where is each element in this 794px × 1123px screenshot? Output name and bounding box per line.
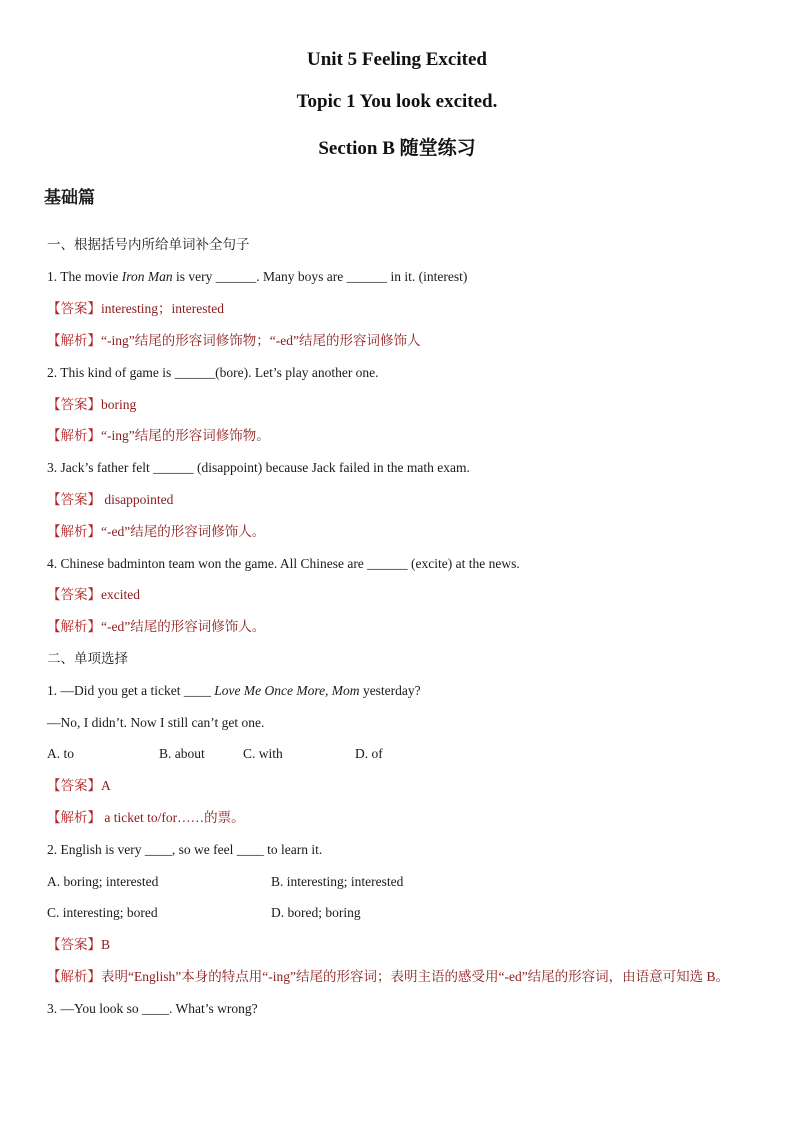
movie-title: Love Me Once More, Mom	[214, 683, 360, 698]
option-b: B. about	[159, 746, 205, 761]
part2-q1-reply: —No, I didn’t. Now I still can’t get one.	[47, 715, 265, 730]
part2-q2-analysis	[47, 968, 729, 986]
answer-tag: 【答案】	[47, 397, 101, 412]
part1-q2-answer	[47, 396, 136, 414]
option-a: A. to	[47, 746, 74, 761]
option-d: D. bored; boring	[271, 905, 361, 920]
part2-heading: 二、单项选择	[47, 651, 128, 666]
q1-post: yesterday?	[359, 683, 421, 698]
option-c: C. interesting; bored	[47, 905, 158, 920]
option-b: B. interesting; interested	[271, 874, 404, 889]
part1-q1-question	[47, 268, 467, 286]
answer-text: A	[101, 778, 111, 793]
q1-post: is very ______. Many boys are ______ in it. (interest)	[172, 269, 468, 284]
section-title: Section B 随堂练习	[318, 138, 476, 159]
part2-q1-answer	[47, 777, 111, 795]
part2-q3-question: 3. —You look so ____. What’s wrong?	[47, 1001, 258, 1016]
part1-q1-answer	[47, 300, 224, 318]
analysis-text: “-ing”结尾的形容词修饰物。	[101, 428, 270, 443]
analysis-text: a ticket to/for……的票。	[101, 810, 245, 825]
answer-tag: 【答案】	[47, 587, 101, 602]
option-d: D. of	[355, 746, 383, 761]
part1-q1-analysis	[47, 332, 420, 350]
part1-q3-answer	[47, 491, 173, 509]
analysis-tag: 【解析】	[47, 619, 101, 634]
q1-pre: 1. The movie	[47, 269, 122, 284]
part1-q3-question: 3. Jack’s father felt ______ (disappoint) because Jack failed in the math exam.	[47, 460, 470, 475]
part1-q2-analysis	[47, 427, 270, 445]
option-c: C. with	[243, 746, 283, 761]
analysis-text: “-ing”结尾的形容词修饰物；“-ed”结尾的形容词修饰人	[101, 333, 421, 348]
movie-title: Iron Man	[121, 269, 173, 284]
part1-q2-question: 2. This kind of game is ______(bore). Let’s play another one.	[47, 365, 379, 380]
answer-text: boring	[101, 397, 137, 412]
part1-q4-answer	[47, 586, 140, 604]
basic-heading: 基础篇	[44, 188, 95, 207]
answer-text: disappointed	[101, 492, 174, 507]
q1-pre: 1. —Did you get a ticket ____	[47, 683, 215, 698]
option-a: A. boring; interested	[47, 874, 159, 889]
answer-text: B	[101, 937, 111, 952]
part1-q4-question: 4. Chinese badminton team won the game. All Chinese are ______ (excite) at the news.	[47, 556, 520, 571]
analysis-text: “-ed”结尾的形容词修饰人。	[101, 524, 266, 539]
unit-title: Unit 5 Feeling Excited	[307, 49, 487, 70]
answer-text: interesting；interested	[101, 301, 224, 316]
analysis-tag: 【解析】	[47, 969, 101, 984]
analysis-tag: 【解析】	[47, 333, 101, 348]
part2-q2-answer	[47, 936, 110, 954]
part1-q3-analysis	[47, 523, 265, 541]
analysis-text: “-ed”结尾的形容词修饰人。	[101, 619, 266, 634]
analysis-text: 表明“English”本身的特点用“-ing”结尾的形容词；表明主语的感受用“-ed”结尾的形容词，由语意可知选 B。	[101, 969, 730, 984]
topic-title: Topic 1 You look excited.	[296, 91, 498, 112]
answer-tag: 【答案】	[47, 492, 101, 507]
answer-tag: 【答案】	[47, 937, 101, 952]
analysis-tag: 【解析】	[47, 524, 101, 539]
answer-tag: 【答案】	[47, 778, 101, 793]
answer-tag: 【答案】	[47, 301, 101, 316]
part2-q1-question	[47, 682, 421, 700]
part1-q4-analysis	[47, 618, 265, 636]
analysis-tag: 【解析】	[47, 428, 101, 443]
part2-q1-analysis	[47, 809, 245, 827]
part1-heading: 一、根据括号内所给单词补全句子	[47, 237, 250, 252]
analysis-tag: 【解析】	[47, 810, 101, 825]
part2-q2-question: 2. English is very ____, so we feel ____ to learn it.	[47, 842, 323, 857]
answer-text: excited	[101, 587, 140, 602]
